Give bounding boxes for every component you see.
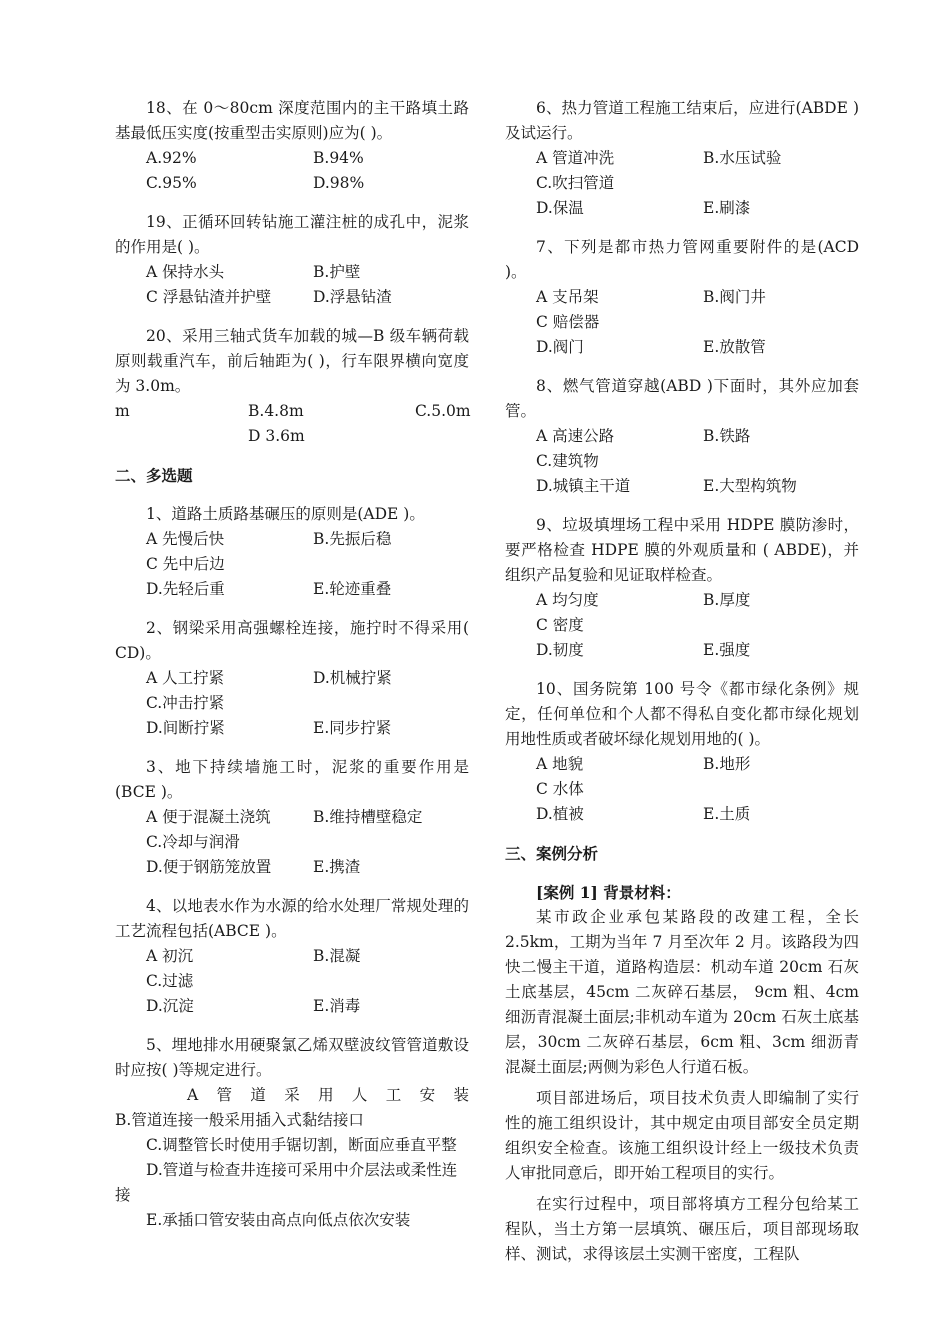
option-a: A.92% xyxy=(146,149,197,167)
option-d: D.先轻后重 xyxy=(146,580,225,598)
option-a-char: 用 xyxy=(318,1086,334,1104)
option-a-char: 安 xyxy=(419,1086,436,1104)
option-d: D.韧度 xyxy=(536,641,584,659)
option-a: A 保持水头 xyxy=(146,263,225,281)
option-b: B.水压试验 xyxy=(703,149,782,167)
option-c: C.调整管长时使用手锯切割，断面应垂直平整 xyxy=(146,1136,457,1154)
option-d: D.便于钢筋笼放置 xyxy=(146,858,272,876)
option-a: A 高速公路 xyxy=(536,427,615,445)
option-e: E.放散管 xyxy=(703,338,766,356)
option-e: E.承插口管安装由高点向低点依次安装 xyxy=(146,1211,411,1229)
option-a: A 支吊架 xyxy=(536,288,599,306)
option-e: E.携渣 xyxy=(313,858,361,876)
option-e: E.轮迹重叠 xyxy=(313,580,392,598)
option-c: C.过滤 xyxy=(146,972,194,990)
option-a: A 地貌 xyxy=(536,755,584,773)
option-b: B.4.8m xyxy=(248,402,304,420)
option-a-char: A xyxy=(187,1086,199,1104)
option-d: D.城镇主干道 xyxy=(536,477,631,495)
option-a-char: 人 xyxy=(351,1086,368,1104)
option-d: D.间断拧紧 xyxy=(146,719,225,737)
option-d: D.植被 xyxy=(536,805,584,823)
question-18 xyxy=(115,96,469,196)
question-stem: 2、钢梁采用高强螺栓连接，施拧时不得采用( CD)。 xyxy=(115,619,469,662)
question-stem: 4、以地表水作为水源的给水处理厂常规处理的工艺流程包括(ABCE )。 xyxy=(115,897,469,940)
option-d: D.管道与检查井连接可采用中介层法或柔性连接 xyxy=(115,1161,458,1204)
option-a: A 均匀度 xyxy=(536,591,599,609)
option-c: C.冲击拧紧 xyxy=(146,694,225,712)
option-c: C.建筑物 xyxy=(536,452,599,470)
case-paragraph: 在实行过程中，项目部将填方工程分包给某工程队，当土方第一层填筑、碾压后，项目部现场取样、测试，求得该层土实测干密度，工程队 xyxy=(505,1195,859,1263)
option-a: A 便于混凝土浇筑 xyxy=(146,808,271,826)
option-a: A 人工拧紧 xyxy=(146,669,225,687)
question-stem: 6、热力管道工程施工结束后，应进行(ABDE )及试运行。 xyxy=(505,99,859,142)
option-b: B.铁路 xyxy=(703,427,751,445)
option-c: C 密度 xyxy=(536,616,584,634)
question-m5 xyxy=(115,1033,469,1233)
section-title-multiple-choice: 二、多选题 xyxy=(115,466,193,485)
question-m6 xyxy=(505,96,859,221)
option-b: B.护壁 xyxy=(313,263,361,281)
question-m9 xyxy=(505,513,859,663)
option-c: C 浮悬钻渣并护壁 xyxy=(146,288,272,306)
option-c: C 赔偿器 xyxy=(536,313,600,331)
option-a xyxy=(115,1083,469,1108)
option-a-char: 道 xyxy=(250,1086,266,1104)
option-b: B.先振后稳 xyxy=(313,530,392,548)
question-19 xyxy=(115,210,469,310)
question-m4 xyxy=(115,894,469,1019)
option-b: D.机械拧紧 xyxy=(313,669,392,687)
case-paragraph: 某市政企业承包某路段的改建工程，全长 2.5km，工期为当年 7 月至次年 2 月。该路段为四快二慢主干道，道路构造层：机动车道 20cm 石灰土底基层，45cm 二灰碎石基层， 9cm 粗、4cm 细沥青混凝土面层;非机动车道为 20cm 石灰土底基层，30cm 二灰碎石基层，6cm 粗、3cm 细沥青混凝土面层;两侧为彩色人行道石板。 xyxy=(505,908,859,1076)
question-20 xyxy=(115,324,469,449)
question-m8 xyxy=(505,374,859,499)
option-a-char: 工 xyxy=(385,1086,402,1104)
option-a: A 先慢后快 xyxy=(146,530,225,548)
option-c: C 先中后边 xyxy=(146,555,225,573)
question-stem: 7、下列是都市热力管网重要附件的是(ACD )。 xyxy=(505,238,859,281)
question-stem: 9、垃圾填埋场工程中采用 HDPE 膜防渗时，要严格检查 HDPE 膜的外观质量和 ( ABDE)，并组织产品复验和见证取样检查。 xyxy=(505,516,859,584)
option-e: E.大型构筑物 xyxy=(703,477,797,495)
option-e: E.强度 xyxy=(703,641,751,659)
option-e: E.同步拧紧 xyxy=(313,719,392,737)
question-stem: 5、埋地排水用硬聚氯乙烯双壁波纹管管道敷设时应按( )等规定进行。 xyxy=(115,1036,469,1079)
option-c: C.吹扫管道 xyxy=(536,174,615,192)
question-m2 xyxy=(115,616,469,741)
option-d: D.98% xyxy=(313,174,365,192)
option-b: B.阀门井 xyxy=(703,288,766,306)
case-paragraph: 项目部进场后，项目技术负责人即编制了实行性的施工组织设计，其中规定由项目部安全员定期组织安全检查。该施工组织设计经上一级技术负责人审批同意后，即开始工程项目的实行。 xyxy=(505,1089,859,1182)
option-a-fragment: m xyxy=(115,402,130,420)
option-e: E.消毒 xyxy=(313,997,361,1015)
option-a: A 初沉 xyxy=(146,947,194,965)
question-m1 xyxy=(115,502,469,602)
option-b: B.管道连接一般采用插入式黏结接口 xyxy=(115,1111,364,1129)
option-d: D.阀门 xyxy=(536,338,584,356)
question-stem: 18、在 0～80cm 深度范围内的主干路填土路基最低压实度(按重型击实原则)应为( )。 xyxy=(115,99,469,142)
section-title-case-analysis: 三、案例分析 xyxy=(505,844,599,863)
question-stem: 20、采用三轴式货车加载的城—B 级车辆荷载原则载重汽车，前后轴距为( )，行车限界横向宽度为 3.0m。 xyxy=(115,327,469,395)
question-stem: 1、道路土质路基碾压的原则是(ADE )。 xyxy=(146,505,425,523)
right-column xyxy=(505,96,859,1273)
question-stem: 3、地下持续墙施工时，泥浆的重要作用是(BCE )。 xyxy=(115,758,469,801)
option-b: B.混凝 xyxy=(313,947,361,965)
option-c: C.5.0m xyxy=(415,402,471,420)
left-column xyxy=(115,96,469,1247)
option-d: D.保温 xyxy=(536,199,584,217)
option-a-char: 管 xyxy=(216,1086,233,1104)
option-b: B.厚度 xyxy=(703,591,751,609)
question-m3 xyxy=(115,755,469,880)
question-stem: 8、燃气管道穿越(ABD )下面时，其外应加套管。 xyxy=(505,377,859,420)
option-e: E.刷漆 xyxy=(703,199,751,217)
case-title: [案例 1] 背景材料： xyxy=(536,883,681,902)
option-c: C 水体 xyxy=(536,780,584,798)
option-e: E.土质 xyxy=(703,805,751,823)
option-d: D 3.6m xyxy=(248,427,305,445)
option-a-char: 装 xyxy=(453,1086,469,1104)
question-stem: 10、国务院第 100 号令《都市绿化条例》规定，任何单位和个人都不得私自变化都市绿化规划用地性质或者破坏绿化规划用地的( )。 xyxy=(505,680,859,748)
option-c: C.冷却与润滑 xyxy=(146,833,240,851)
option-c: C.95% xyxy=(146,174,197,192)
option-d: D.浮悬钻渣 xyxy=(313,288,392,306)
option-b: B.维持槽壁稳定 xyxy=(313,808,423,826)
question-m7 xyxy=(505,235,859,360)
option-a-char: 采 xyxy=(284,1086,300,1104)
option-a: A 管道冲洗 xyxy=(536,149,615,167)
question-m10 xyxy=(505,677,859,827)
option-b: B.地形 xyxy=(703,755,751,773)
option-d: D.沉淀 xyxy=(146,997,194,1015)
question-stem: 19、正循环回转钻施工灌注桩的成孔中，泥浆的作用是( )。 xyxy=(115,213,469,256)
option-b: B.94% xyxy=(313,149,364,167)
